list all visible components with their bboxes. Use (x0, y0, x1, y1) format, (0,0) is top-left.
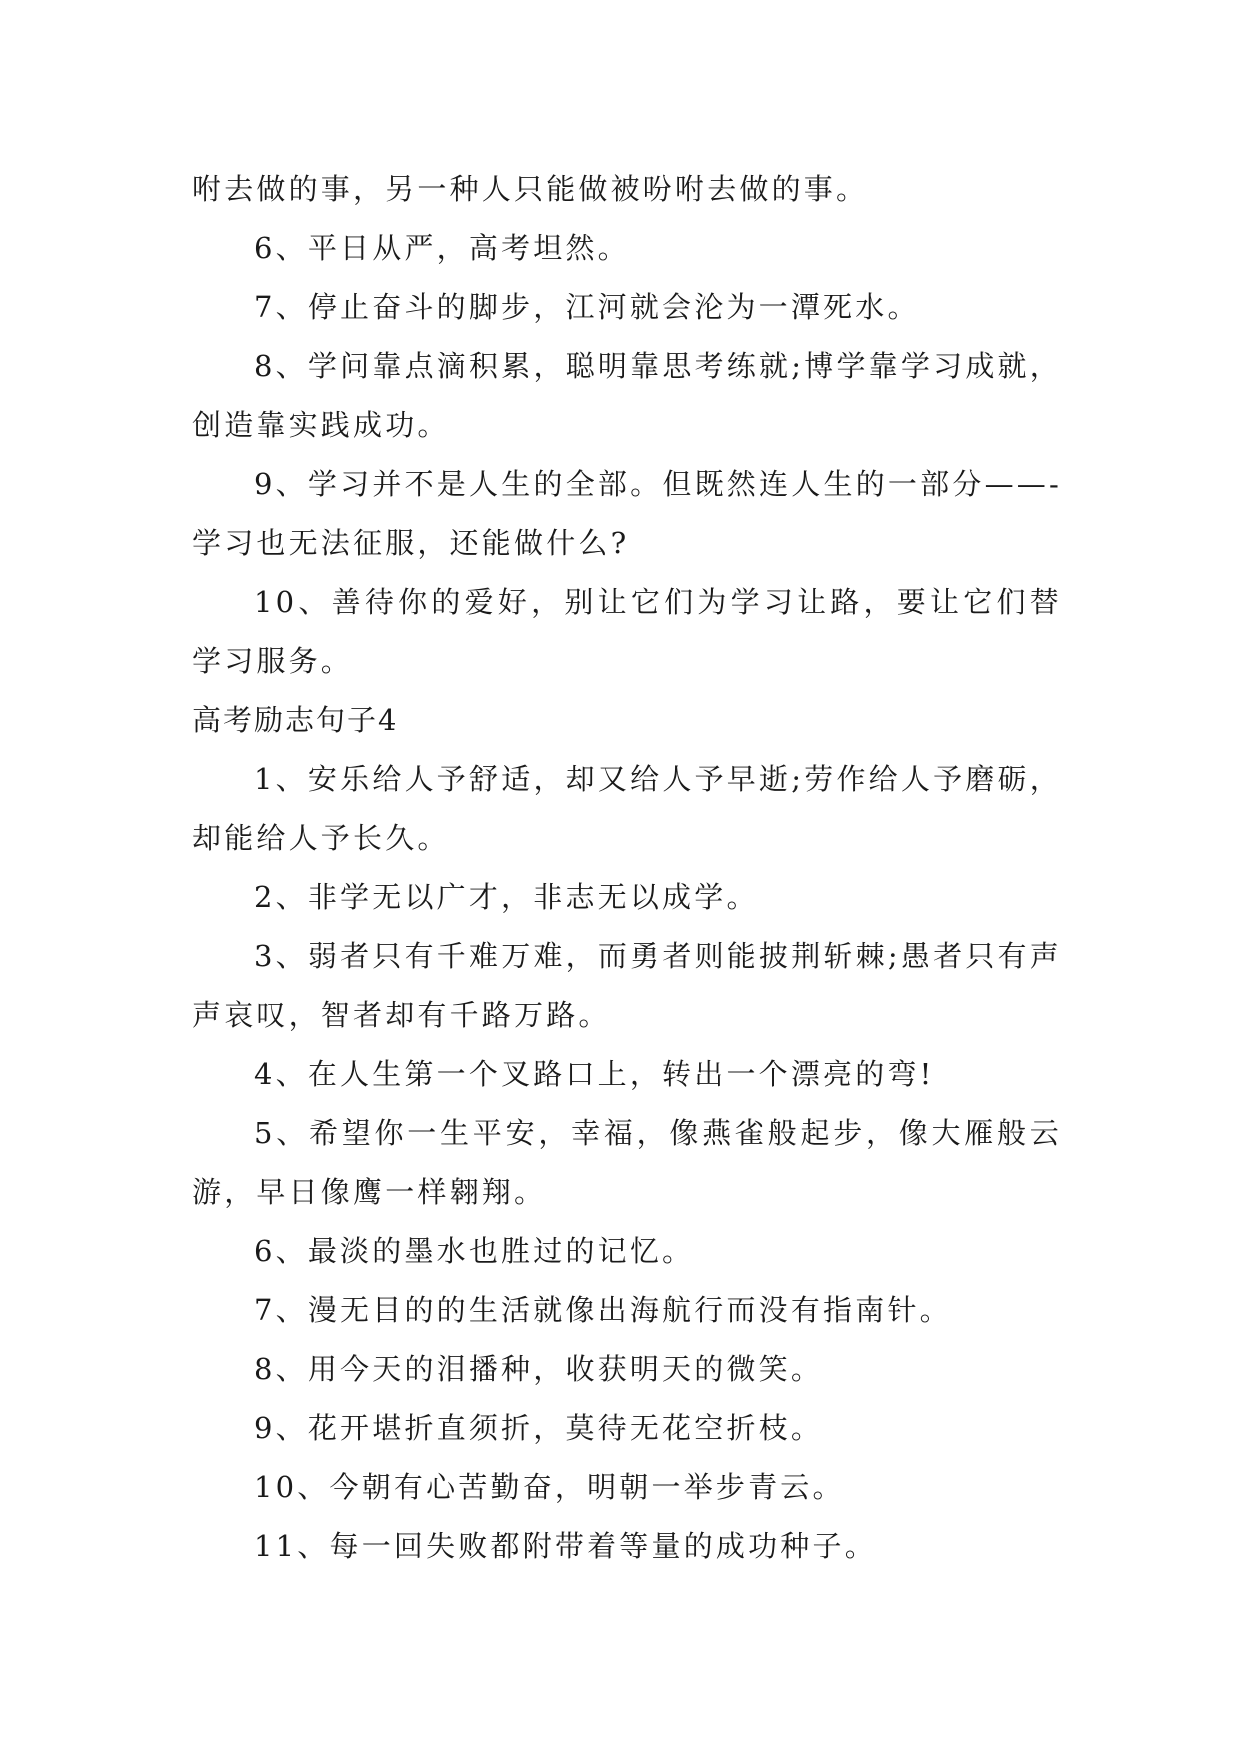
paragraph-item-6: 6、平日从严，高考坦然。 (254, 231, 630, 265)
section-item-8: 8、用今天的泪播种，收获明天的微笑。 (254, 1352, 824, 1386)
section-item-11: 11、每一回失败都附带着等量的成功种子。 (254, 1529, 877, 1563)
section-item-4: 4、在人生第一个叉路口上，转出一个漂亮的弯! (254, 1057, 935, 1091)
section-item-5: 5、希望你一生平安，幸福，像燕雀般起步，像大雁般云游，早日像鹰一样翱翔。 (192, 1116, 1062, 1209)
paragraph-item-8: 8、学问靠点滴积累，聪明靠思考练就;博学靠学习成就，创造靠实践成功。 (192, 349, 1062, 442)
document-body (192, 160, 1062, 1576)
section-item-3: 3、弱者只有千难万难，而勇者则能披荆斩棘;愚者只有声声哀叹，智者却有千路万路。 (192, 939, 1062, 1032)
paragraph-item-7: 7、停止奋斗的脚步，江河就会沦为一潭死水。 (254, 290, 920, 324)
paragraph-item-9: 9、学习并不是人生的全部。但既然连人生的一部分——-学习也无法征服，还能做什么? (192, 467, 1062, 560)
paragraph-item-10: 10、善待你的爱好，别让它们为学习让路，要让它们替学习服务。 (192, 585, 1062, 678)
paragraph-continued: 咐去做的事，另一种人只能做被吩咐去做的事。 (192, 172, 869, 206)
section-item-9: 9、花开堪折直须折，莫待无花空折枝。 (254, 1411, 824, 1445)
section-item-1: 1、安乐给人予舒适，却又给人予早逝;劳作给人予磨砺，却能给人予长久。 (192, 762, 1062, 855)
section-item-7: 7、漫无目的的生活就像出海航行而没有指南针。 (254, 1293, 952, 1327)
section-title: 高考励志句子4 (192, 703, 399, 737)
section-item-6: 6、最淡的墨水也胜过的记忆。 (254, 1234, 695, 1268)
section-item-10: 10、今朝有心苦勤奋，明朝一举步青云。 (254, 1470, 845, 1504)
section-item-2: 2、非学无以广才，非志无以成学。 (254, 880, 759, 914)
